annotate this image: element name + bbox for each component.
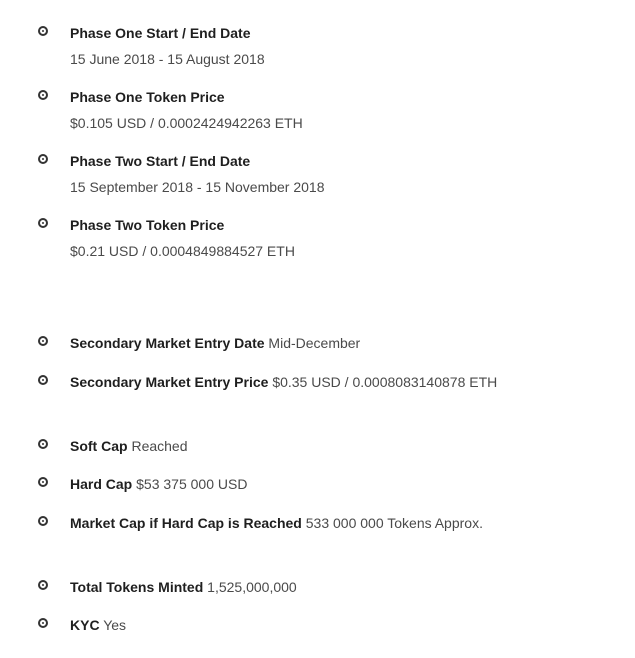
item-value: Yes: [103, 617, 127, 633]
item-label: Market Cap if Hard Cap is Reached: [70, 515, 302, 531]
list-item: [38, 20, 598, 72]
item-label: Hard Cap: [70, 476, 133, 492]
item-value: 15 June 2018 - 15 August 2018: [70, 51, 265, 67]
item-label: Phase One Start / End Date: [70, 25, 251, 41]
circle-bullet-icon: [38, 516, 48, 526]
item-label: Phase Two Start / End Date: [70, 153, 251, 169]
item-label: KYC: [70, 617, 100, 633]
list-item: [38, 471, 598, 497]
item-value: $0.21 USD / 0.0004849884527 ETH: [70, 243, 295, 259]
item-value: $0.35 USD / 0.0008083140878 ETH: [272, 374, 498, 390]
circle-bullet-icon: [38, 477, 48, 487]
circle-bullet-icon: [38, 336, 48, 346]
item-label: Phase Two Token Price: [70, 217, 225, 233]
item-value: Reached: [131, 438, 188, 454]
item-value: 15 September 2018 - 15 November 2018: [70, 179, 325, 195]
item-value: 533 000 000 Tokens Approx.: [305, 515, 483, 531]
list-item: [38, 84, 598, 136]
item-value: $0.105 USD / 0.0002424942263 ETH: [70, 115, 303, 131]
circle-bullet-icon: [38, 26, 48, 36]
circle-bullet-icon: [38, 218, 48, 228]
circle-bullet-icon: [38, 375, 48, 385]
list-item: [38, 574, 598, 600]
item-label: Total Tokens Minted: [70, 579, 204, 595]
item-value: 1,525,000,000: [207, 579, 297, 595]
item-label: Soft Cap: [70, 438, 128, 454]
list-item: [38, 612, 598, 638]
list-item: [38, 369, 518, 395]
circle-bullet-icon: [38, 154, 48, 164]
item-label: Secondary Market Entry Date: [70, 335, 265, 351]
list-item: [38, 510, 518, 536]
item-label: Phase One Token Price: [70, 89, 225, 105]
circle-bullet-icon: [38, 90, 48, 100]
item-value: Mid-December: [268, 335, 361, 351]
list-item: [38, 148, 598, 200]
item-value: $53 375 000 USD: [136, 476, 248, 492]
list-item: [38, 212, 598, 264]
list-item: [38, 433, 598, 459]
list-item: [38, 330, 598, 356]
circle-bullet-icon: [38, 439, 48, 449]
item-label: Secondary Market Entry Price: [70, 374, 269, 390]
circle-bullet-icon: [38, 618, 48, 628]
circle-bullet-icon: [38, 580, 48, 590]
